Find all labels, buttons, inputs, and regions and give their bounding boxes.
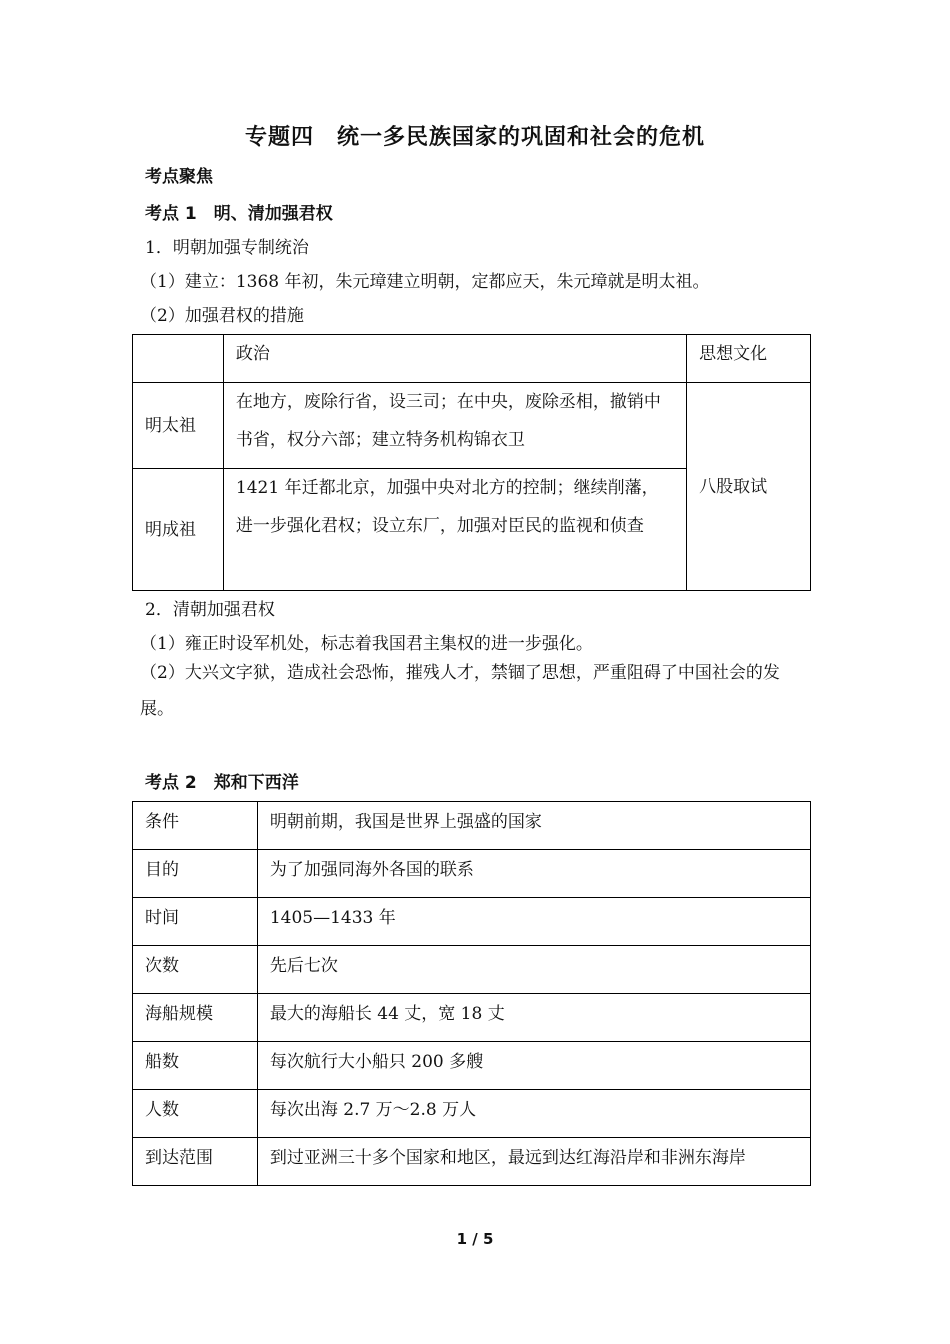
ruler-cell: 明成祖 bbox=[133, 469, 224, 591]
point1-item4: （2）大兴文字狱，造成社会恐怖，摧残人才，禁锢了思想，严重阻碍了中国社会的发展。 bbox=[140, 663, 780, 719]
value-cell: 为了加强同海外各国的联系 bbox=[257, 850, 810, 898]
label-cell: 到达范围 bbox=[133, 1138, 258, 1186]
table-row bbox=[133, 994, 811, 1042]
point1-sub1: 1．明朝加强专制统治 bbox=[145, 238, 309, 258]
table-row bbox=[133, 1042, 811, 1090]
point1-item3: （1）雍正时设军机处，标志着我国君主集权的进一步强化。 bbox=[140, 634, 593, 654]
politics-cell: 1421 年迁都北京，加强中央对北方的控制；继续削藩，进一步强化君权；设立东厂，加强对臣民的监视和侦查 bbox=[223, 469, 686, 591]
section-heading: 考点聚焦 bbox=[145, 167, 213, 187]
table-row bbox=[133, 1090, 811, 1138]
table-row bbox=[133, 383, 811, 469]
ming-measures-table bbox=[132, 334, 811, 591]
table-header-cell: 政治 bbox=[223, 335, 686, 383]
table-row bbox=[133, 946, 811, 994]
value-cell: 最大的海船长 44 丈，宽 18 丈 bbox=[257, 994, 810, 1042]
value-cell: 1405—1433 年 bbox=[257, 898, 810, 946]
ruler-cell: 明太祖 bbox=[133, 383, 224, 469]
label-cell: 人数 bbox=[133, 1090, 258, 1138]
table-row bbox=[133, 850, 811, 898]
table-header-cell bbox=[133, 335, 224, 383]
table-header-row bbox=[133, 335, 811, 383]
value-cell: 每次航行大小船只 200 多艘 bbox=[257, 1042, 810, 1090]
value-cell: 到过亚洲三十多个国家和地区，最远到达红海沿岸和非洲东海岸 bbox=[257, 1138, 810, 1186]
value-cell: 每次出海 2.7 万～2.8 万人 bbox=[257, 1090, 810, 1138]
page-number: 1 / 5 bbox=[456, 1230, 494, 1248]
zheng-he-table bbox=[132, 801, 811, 1186]
table-header-cell: 思想文化 bbox=[687, 335, 811, 383]
table-row bbox=[133, 898, 811, 946]
point1-item2: （2）加强君权的措施 bbox=[140, 306, 304, 326]
point2-heading: 考点 2 郑和下西洋 bbox=[145, 773, 299, 793]
point1-item1: （1）建立：1368 年初，朱元璋建立明朝，定都应天，朱元璋就是明太祖。 bbox=[140, 272, 710, 292]
label-cell: 海船规模 bbox=[133, 994, 258, 1042]
point1-sub2: 2．清朝加强君权 bbox=[145, 600, 275, 620]
label-cell: 次数 bbox=[133, 946, 258, 994]
table-row bbox=[133, 802, 811, 850]
point1-heading: 考点 1 明、清加强君权 bbox=[145, 204, 333, 224]
culture-cell: 八股取试 bbox=[687, 383, 811, 591]
value-cell: 明朝前期，我国是世界上强盛的国家 bbox=[257, 802, 810, 850]
label-cell: 条件 bbox=[133, 802, 258, 850]
value-cell: 先后七次 bbox=[257, 946, 810, 994]
table-row bbox=[133, 1138, 811, 1186]
page-title: 专题四 统一多民族国家的巩固和社会的危机 bbox=[244, 125, 705, 150]
label-cell: 目的 bbox=[133, 850, 258, 898]
label-cell: 船数 bbox=[133, 1042, 258, 1090]
politics-cell: 在地方，废除行省，设三司；在中央，废除丞相，撤销中书省，权分六部；建立特务机构锦衣卫 bbox=[223, 383, 686, 469]
label-cell: 时间 bbox=[133, 898, 258, 946]
